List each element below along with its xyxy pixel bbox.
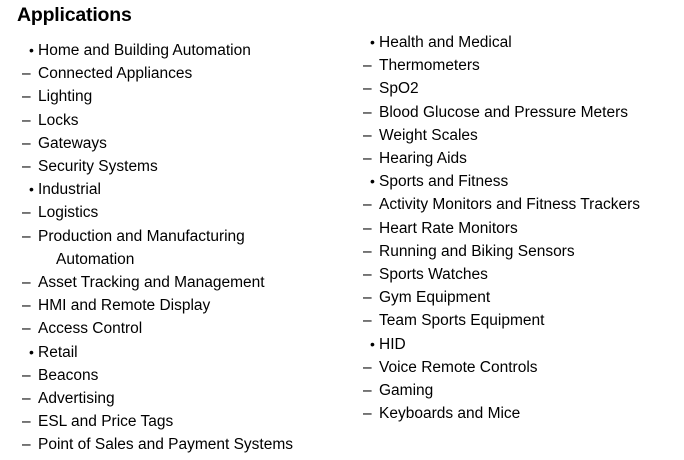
list-item (22, 271, 358, 294)
dash-icon: – (363, 405, 372, 423)
list-item-label: Keyboards and Mice (379, 405, 521, 423)
list-item (22, 387, 358, 410)
list-item-label: Sports and Fitness (379, 173, 509, 191)
bullet-icon: • (370, 34, 375, 50)
list-item (363, 77, 684, 100)
bullet-icon: • (370, 173, 375, 190)
list-item (363, 263, 684, 286)
dash-icon: – (363, 80, 372, 98)
list-item-label: Weight Scales (379, 126, 478, 144)
list-item (22, 225, 358, 248)
list-item-continuation: Automation (56, 250, 135, 268)
dash-icon: – (363, 242, 372, 260)
dash-icon: – (363, 103, 372, 121)
list-item-label: Voice Remote Controls (379, 358, 538, 376)
list-item-label: Connected Appliances (38, 65, 193, 83)
bullet-icon: • (29, 343, 34, 360)
list-item-label: Industrial (38, 181, 101, 199)
list-item-label: HID (379, 335, 406, 353)
list-item (363, 124, 684, 147)
page-title: Applications (17, 4, 132, 26)
list-item-label: Sports Watches (379, 266, 488, 284)
list-item (22, 317, 358, 340)
dash-icon: – (22, 274, 31, 292)
list-item (22, 433, 358, 456)
list-item (363, 379, 684, 402)
list-item (22, 132, 358, 155)
dash-icon: – (22, 390, 31, 408)
dash-icon: – (363, 150, 372, 168)
list-item (22, 155, 358, 178)
list-item (22, 85, 358, 108)
list-item-label: Heart Rate Monitors (379, 219, 518, 237)
list-item (22, 364, 358, 387)
list-item-label: Blood Glucose and Pressure Meters (379, 103, 628, 121)
list-item (363, 356, 684, 379)
list-item-label: SpO2 (379, 80, 419, 98)
list-item-label: HMI and Remote Display (38, 297, 211, 315)
list-item (22, 39, 358, 62)
dash-icon: – (22, 436, 31, 454)
dash-icon: – (22, 65, 31, 83)
list-item-label: Gym Equipment (379, 289, 491, 307)
list-item-label: Health and Medical (379, 34, 512, 51)
list-item (363, 31, 684, 54)
dash-icon: – (363, 219, 372, 237)
list-item-label: Thermometers (379, 57, 480, 75)
dash-icon: – (22, 111, 31, 129)
list-item (363, 286, 684, 309)
dash-icon: – (22, 88, 31, 106)
applications-column-right (363, 31, 684, 425)
list-item-label: Locks (38, 111, 79, 129)
list-item-label: Home and Building Automation (38, 42, 251, 59)
list-item (363, 240, 684, 263)
dash-icon: – (363, 289, 372, 307)
list-item-label: Beacons (38, 366, 99, 384)
list-item-label: Activity Monitors and Fitness Trackers (379, 196, 640, 214)
dash-icon: – (22, 366, 31, 384)
list-item-label: Lighting (38, 88, 93, 106)
dash-icon: – (363, 312, 372, 330)
list-item (22, 410, 358, 433)
list-item-label: Security Systems (38, 158, 158, 176)
list-item-label: Gaming (379, 382, 434, 400)
dash-icon: – (363, 382, 372, 400)
bullet-icon: • (29, 42, 34, 58)
list-item-label: ESL and Price Tags (38, 413, 174, 431)
dash-icon: – (363, 358, 372, 376)
list-item (363, 170, 684, 193)
dash-icon: – (22, 134, 31, 152)
list-item-label: Access Control (38, 320, 143, 338)
dash-icon: – (22, 413, 31, 431)
list-item-label: Logistics (38, 204, 99, 222)
dash-icon: – (22, 227, 31, 245)
dash-icon: – (363, 57, 372, 75)
list-item (22, 109, 358, 132)
list-item (363, 333, 684, 356)
list-item-label: Point of Sales and Payment Systems (38, 436, 294, 454)
list-item-label: Hearing Aids (379, 150, 467, 168)
list-item-label: Gateways (38, 134, 107, 152)
list-item (363, 54, 684, 77)
applications-column-left (22, 39, 358, 457)
dash-icon: – (363, 126, 372, 144)
bullet-icon: • (29, 181, 34, 198)
list-item (363, 193, 684, 216)
list-item (22, 294, 358, 317)
dash-icon: – (22, 158, 31, 176)
list-item-label: Advertising (38, 390, 115, 408)
list-item (22, 62, 358, 85)
list-item-label: Running and Biking Sensors (379, 242, 575, 260)
dash-icon: – (363, 196, 372, 214)
list-item (363, 402, 684, 425)
dash-icon: – (22, 297, 31, 315)
list-item (363, 217, 684, 240)
list-item (363, 309, 684, 332)
dash-icon: – (363, 266, 372, 284)
list-item-label: Retail (38, 343, 78, 361)
list-item-label: Asset Tracking and Management (38, 274, 265, 292)
list-item-label: Production and Manufacturing (38, 227, 245, 245)
dash-icon: – (22, 204, 31, 222)
bullet-icon: • (370, 335, 375, 352)
list-item (22, 178, 358, 201)
list-item (22, 201, 358, 224)
list-item (363, 147, 684, 170)
list-item (363, 101, 684, 124)
dash-icon: – (22, 320, 31, 338)
list-item-label: Team Sports Equipment (379, 312, 545, 330)
list-item (22, 341, 358, 364)
